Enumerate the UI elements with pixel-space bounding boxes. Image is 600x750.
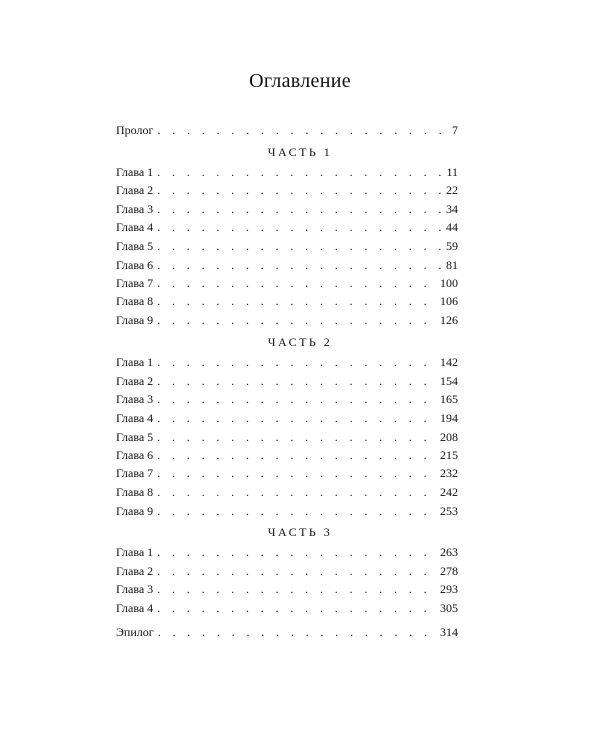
toc-entry-chapter[interactable]: [116, 428, 458, 446]
entry-label: Глава 1: [116, 165, 154, 179]
dot-leader: [157, 353, 436, 371]
dot-leader: [157, 390, 436, 408]
entry-label: Глава 5: [116, 239, 154, 253]
entry-label: Глава 7: [116, 276, 154, 290]
dot-leader: [157, 446, 436, 464]
entry-label: Глава 3: [116, 582, 154, 596]
entry-label: Глава 2: [116, 183, 154, 197]
entry-label: Эпилог: [116, 625, 154, 639]
entry-label: Глава 1: [116, 355, 154, 369]
dot-leader: [157, 181, 442, 199]
dot-leader: [157, 163, 442, 181]
dot-leader: [157, 409, 436, 427]
entry-page-number: 59: [446, 239, 458, 253]
entry-page-number: 278: [440, 564, 458, 578]
part-heading: ЧАСТЬ 2: [267, 335, 333, 349]
dot-leader: [157, 311, 436, 329]
entry-page-number: 253: [440, 504, 458, 518]
entry-label: Глава 6: [116, 448, 154, 462]
toc-entry-chapter[interactable]: [116, 163, 458, 181]
entry-page-number: 165: [440, 392, 458, 406]
dot-leader: [157, 372, 436, 390]
toc-entry-epilogue[interactable]: [116, 623, 458, 641]
toc-entry-chapter[interactable]: [116, 256, 458, 274]
entry-page-number: 7: [452, 123, 458, 137]
entry-label: Глава 8: [116, 294, 154, 308]
toc-entry-chapter[interactable]: [116, 409, 458, 427]
dot-leader: [157, 292, 436, 310]
entry-page-number: 126: [440, 313, 458, 327]
entry-label: Глава 6: [116, 258, 154, 272]
toc-entry-chapter[interactable]: [116, 218, 458, 236]
entry-label: Глава 2: [116, 374, 154, 388]
dot-leader: [157, 502, 436, 520]
entry-page-number: 44: [446, 220, 458, 234]
entry-label: Глава 4: [116, 220, 154, 234]
entry-label: Глава 3: [116, 202, 154, 216]
toc-entry-chapter[interactable]: [116, 543, 458, 561]
toc-entry-chapter[interactable]: [116, 353, 458, 371]
entry-page-number: 293: [440, 582, 458, 596]
dot-leader: [157, 256, 442, 274]
entry-page-number: 106: [440, 294, 458, 308]
dot-leader: [157, 599, 436, 617]
entry-page-number: 305: [440, 601, 458, 615]
toc-entry-chapter[interactable]: [116, 311, 458, 329]
toc-entry-prologue[interactable]: [116, 121, 458, 139]
toc-entry-chapter[interactable]: [116, 483, 458, 501]
entry-page-number: 215: [440, 448, 458, 462]
entry-page-number: 81: [446, 258, 458, 272]
toc-entry-chapter[interactable]: [116, 446, 458, 464]
entry-label: Глава 9: [116, 504, 154, 518]
entry-page-number: 11: [446, 165, 458, 179]
toc-entry-chapter[interactable]: [116, 562, 458, 580]
part-heading: ЧАСТЬ 3: [267, 525, 333, 539]
dot-leader: [157, 428, 436, 446]
entry-page-number: 142: [440, 355, 458, 369]
page-title: Оглавление: [249, 70, 351, 92]
dot-leader: [157, 483, 436, 501]
entry-label: Глава 1: [116, 545, 154, 559]
part-heading: ЧАСТЬ 1: [267, 145, 333, 159]
toc-entry-chapter[interactable]: [116, 181, 458, 199]
dot-leader: [157, 580, 436, 598]
toc-entry-chapter[interactable]: [116, 464, 458, 482]
entry-page-number: 314: [440, 625, 458, 639]
dot-leader: [157, 200, 442, 218]
entry-label: Глава 8: [116, 485, 154, 499]
toc-entry-chapter[interactable]: [116, 580, 458, 598]
entry-label: Глава 5: [116, 430, 154, 444]
dot-leader: [157, 218, 442, 236]
dot-leader: [157, 121, 448, 139]
dot-leader: [157, 543, 436, 561]
toc-entry-chapter[interactable]: [116, 502, 458, 520]
entry-page-number: 154: [440, 374, 458, 388]
dot-leader: [157, 274, 436, 292]
dot-leader: [157, 237, 442, 255]
entry-label: Глава 4: [116, 411, 154, 425]
toc-entry-chapter[interactable]: [116, 599, 458, 617]
entry-page-number: 194: [440, 411, 458, 425]
toc-entry-chapter[interactable]: [116, 292, 458, 310]
entry-page-number: 263: [440, 545, 458, 559]
entry-page-number: 22: [446, 183, 458, 197]
toc-entry-chapter[interactable]: [116, 237, 458, 255]
toc-entry-chapter[interactable]: [116, 200, 458, 218]
entry-label: Глава 4: [116, 601, 154, 615]
entry-page-number: 208: [440, 430, 458, 444]
entry-label: Глава 3: [116, 392, 154, 406]
toc-entry-chapter[interactable]: [116, 390, 458, 408]
entry-label: Глава 2: [116, 564, 154, 578]
entry-label: Глава 9: [116, 313, 154, 327]
dot-leader: [157, 562, 436, 580]
entry-label: Пролог: [116, 123, 154, 137]
entry-label: Глава 7: [116, 466, 154, 480]
entry-page-number: 232: [440, 466, 458, 480]
toc-entry-chapter[interactable]: [116, 372, 458, 390]
entry-page-number: 242: [440, 485, 458, 499]
dot-leader: [158, 623, 436, 641]
toc-entry-chapter[interactable]: [116, 274, 458, 292]
dot-leader: [157, 464, 436, 482]
entry-page-number: 34: [446, 202, 458, 216]
entry-page-number: 100: [440, 276, 458, 290]
